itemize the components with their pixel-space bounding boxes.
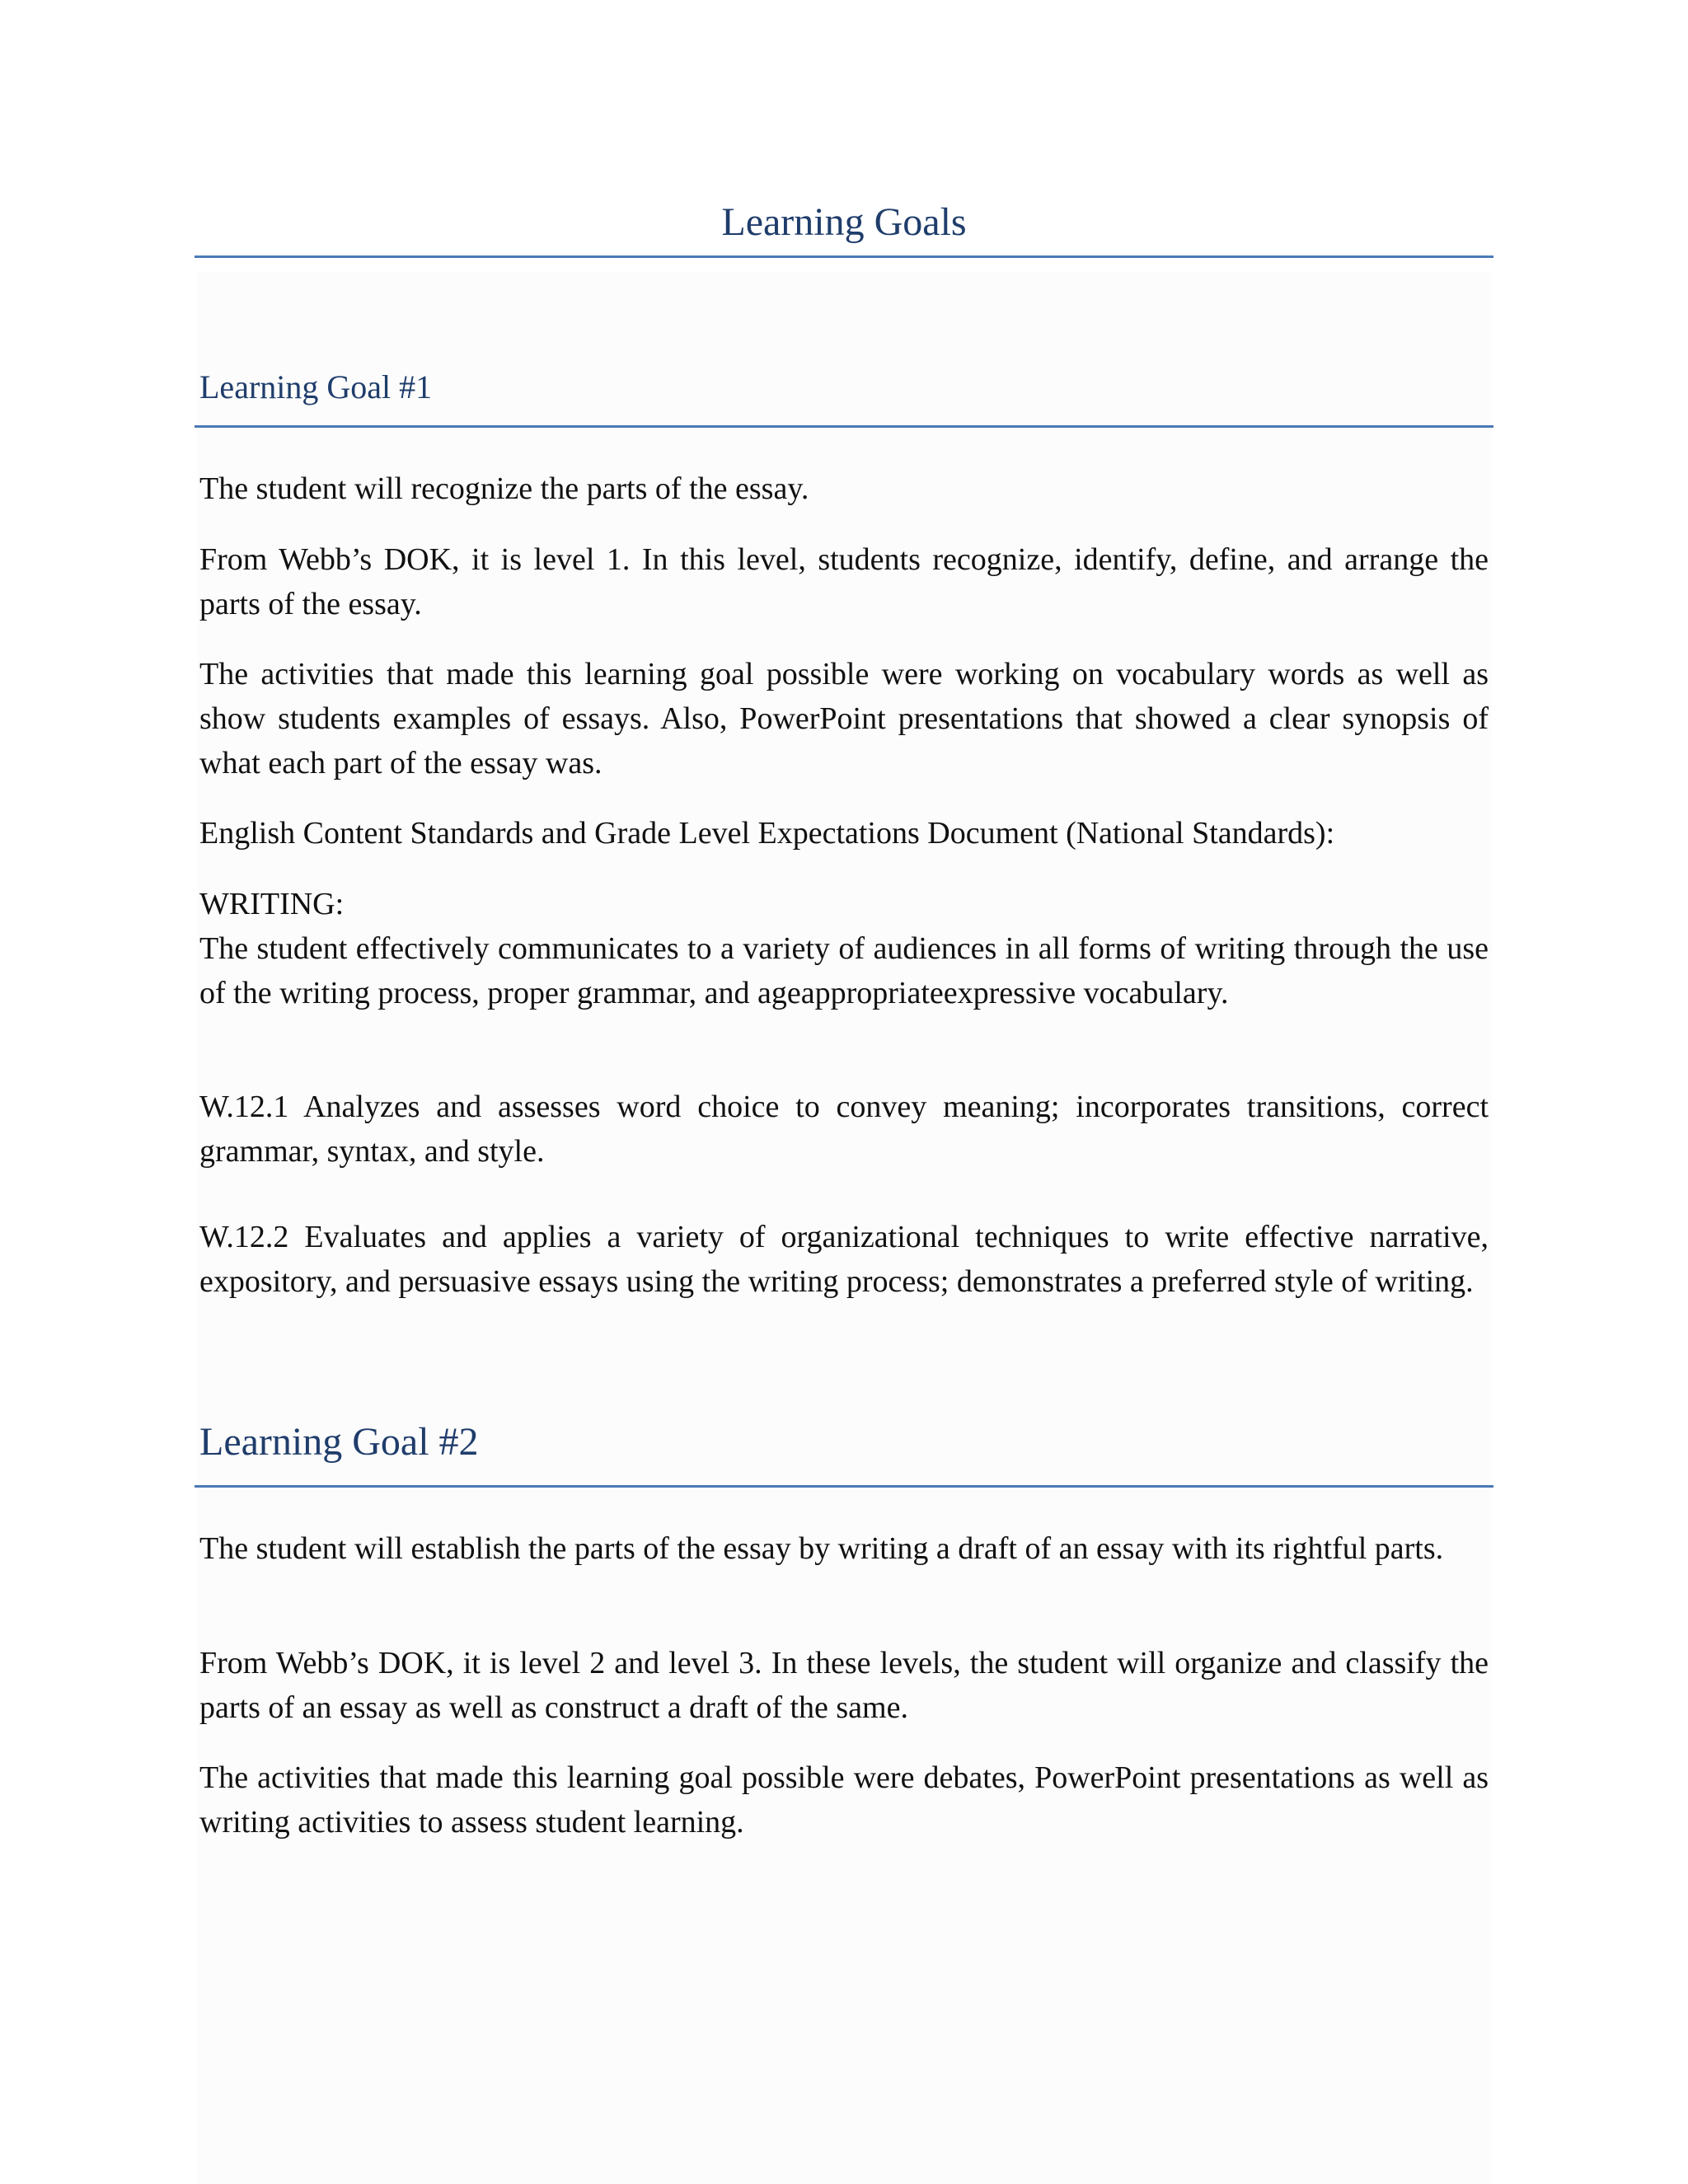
goal-1-heading-block [195, 359, 1493, 428]
goal-1-statement: The student will recognize the parts of the essay. [199, 471, 809, 506]
goal-1-activities: The activities that made this learning goal possible were working on vocabulary words as well as show students examples of essays. Also, PowerPoint presentations that showed a clear synopsis of what each part of the essay was. [199, 657, 1489, 780]
standard-w12-2: W.12.2 Evaluates and applies a variety of organizational techniques to write effective narrative, expository, and persuasive essays using the writing process; demonstrates a preferred style of writing. [199, 1220, 1489, 1299]
goal-2-dok: From Webb’s DOK, it is level 2 and level 3. In these levels, the student will organize and classify the parts of an essay as well as construct a draft of the same. [199, 1646, 1489, 1725]
goal-2-heading-block [195, 1411, 1493, 1488]
standard-w12-1: W.12.1 Analyzes and assesses word choice to convey meaning; incorporates transitions, correct grammar, syntax, and style. [199, 1090, 1489, 1169]
goal-2-heading: Learning Goal #2 [199, 1420, 479, 1464]
standards-source: English Content Standards and Grade Level Expectations Document (National Standards): [199, 816, 1335, 851]
goal-1-dok: From Webb’s DOK, it is level 1. In this level, students recognize, identify, define, and arrange the parts of the essay. [199, 542, 1489, 621]
title-block [195, 181, 1493, 258]
writing-label: WRITING: [199, 887, 345, 921]
page-title: Learning Goals [721, 200, 967, 244]
goal-1-heading: Learning Goal #1 [199, 368, 433, 405]
writing-text: The student effectively communicates to a variety of audiences in all forms of writing through the use of the writing process, proper grammar, and ageappropriateexpressive vocabulary. [199, 931, 1489, 1010]
goal-2-activities: The activities that made this learning goal possible were debates, PowerPoint presentations as well as writing activities to assess student learning. [199, 1760, 1489, 1840]
writing-standard [199, 882, 1489, 1015]
goal-2-statement: The student will establish the parts of the essay by writing a draft of an essay with its rightful parts. [199, 1531, 1444, 1566]
